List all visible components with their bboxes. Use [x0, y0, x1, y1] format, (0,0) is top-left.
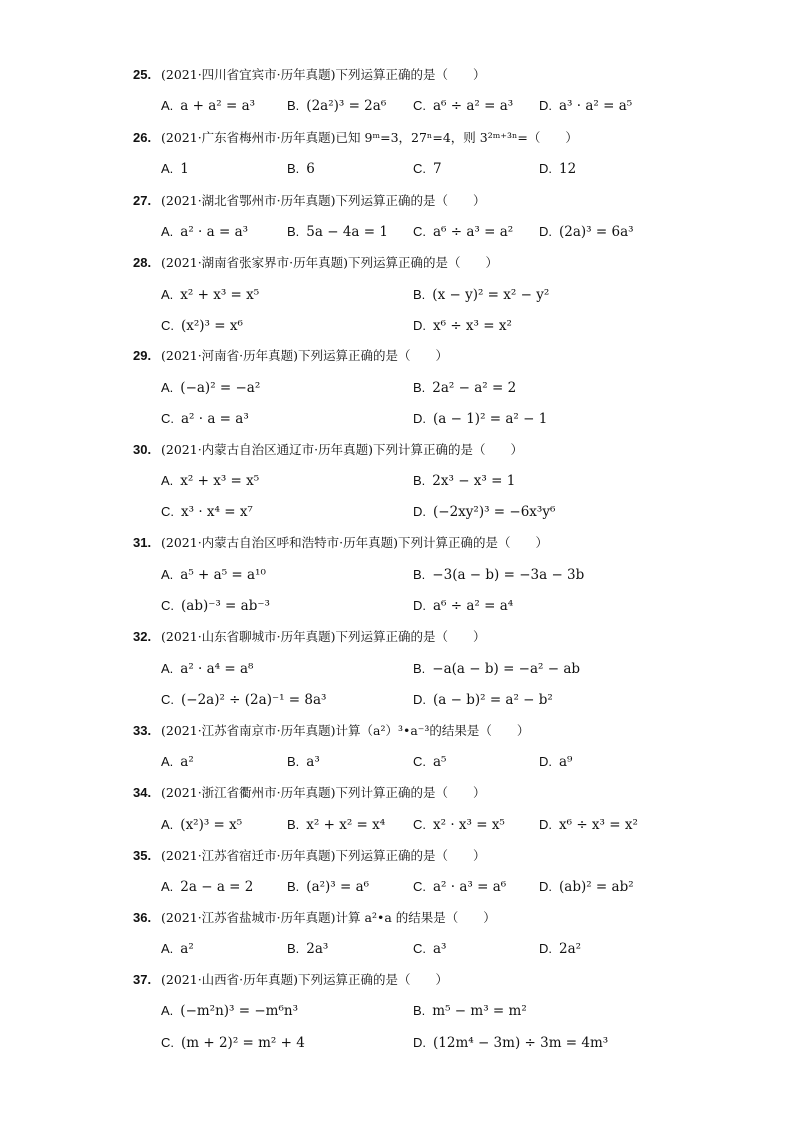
option-c: [413, 93, 513, 119]
question-35: [0, 843, 794, 869]
option-a: [161, 936, 194, 962]
question-stem: (2021·江苏省盐城市·历年真题)计算 a²•a 的结果是（ ）: [161, 910, 496, 925]
option-content: a⁵ + a⁵ = a¹⁰: [180, 567, 266, 583]
option-content: a² · a = a³: [180, 224, 249, 240]
question-number: 37.: [133, 972, 152, 987]
option-label: D.: [413, 1035, 426, 1050]
option-label: A.: [161, 661, 174, 676]
option-content: −3(a − b) = −3a − 3b: [432, 567, 585, 583]
option-c: [413, 156, 442, 182]
option-label: B.: [413, 287, 426, 302]
question-34: [0, 780, 794, 806]
option-content: a⁶ ÷ a² = a⁴: [433, 598, 514, 614]
option-b: [413, 468, 515, 494]
option-content: x² + x³ = x⁵: [180, 473, 260, 489]
question-number: 25.: [133, 67, 152, 82]
option-d: [413, 1030, 608, 1056]
option-content: (x − y)² = x² − y²: [432, 287, 550, 303]
option-content: 5a − 4a = 1: [306, 224, 388, 240]
option-content: a⁵: [433, 754, 447, 770]
option-content: 2a − a = 2: [180, 879, 254, 895]
option-label: A.: [161, 817, 174, 832]
question-stem: (2021·河南省·历年真题)下列运算正确的是（ ）: [161, 348, 449, 363]
option-label: D.: [413, 411, 426, 426]
option-label: B.: [287, 161, 300, 176]
option-c: [161, 313, 243, 339]
option-d: [413, 406, 547, 432]
option-a: [161, 375, 260, 401]
option-content: (a − 1)² = a² − 1: [433, 411, 548, 427]
question-32: [0, 624, 794, 650]
option-b: [413, 375, 516, 401]
option-c: [413, 749, 446, 775]
option-d: [539, 93, 632, 119]
option-label: A.: [161, 98, 174, 113]
question-29: [0, 343, 794, 369]
option-content: a + a² = a³: [180, 98, 256, 114]
option-label: B.: [413, 380, 426, 395]
option-label: D.: [539, 98, 552, 113]
option-label: A.: [161, 473, 174, 488]
option-b: [413, 562, 584, 588]
option-content: (12m⁴ − 3m) ÷ 3m = 4m³: [433, 1035, 609, 1051]
option-label: C.: [413, 98, 426, 113]
question-stem: (2021·内蒙古自治区通辽市·历年真题)下列计算正确的是（ ）: [161, 442, 524, 457]
option-content: x³ · x⁴ = x⁷: [181, 504, 253, 520]
option-label: A.: [161, 941, 174, 956]
option-content: a⁶ ÷ a³ = a²: [433, 224, 514, 240]
option-label: A.: [161, 879, 174, 894]
option-label: C.: [413, 879, 426, 894]
option-label: C.: [161, 1035, 174, 1050]
question-number: 26.: [133, 130, 152, 145]
option-a: [161, 282, 259, 308]
question-number: 27.: [133, 193, 152, 208]
option-content: a³ · a² = a⁵: [559, 98, 633, 114]
question-number: 36.: [133, 910, 152, 925]
option-content: −a(a − b) = −a² − ab: [432, 661, 581, 677]
option-d: [539, 156, 576, 182]
option-content: (ab)² = ab²: [559, 879, 634, 895]
option-c: [161, 1030, 305, 1056]
option-c: [413, 219, 513, 245]
question-number: 31.: [133, 535, 152, 550]
option-d: [539, 812, 638, 838]
option-label: A.: [161, 380, 174, 395]
option-d: [539, 749, 572, 775]
option-c: [161, 687, 326, 713]
option-b: [287, 749, 320, 775]
option-content: a³: [306, 754, 320, 770]
option-label: B.: [287, 941, 300, 956]
question-33: [0, 718, 794, 744]
option-label: C.: [413, 224, 426, 239]
option-label: A.: [161, 224, 174, 239]
question-36: [0, 905, 794, 931]
option-d: [413, 593, 513, 619]
question-28: [0, 250, 794, 276]
option-d: [539, 936, 581, 962]
option-b: [287, 936, 328, 962]
option-content: m⁵ − m³ = m²: [432, 1003, 527, 1019]
question-37: [0, 967, 794, 993]
option-label: C.: [413, 941, 426, 956]
option-content: a² · a = a³: [181, 411, 249, 427]
option-label: D.: [539, 817, 552, 832]
question-stem: (2021·广东省梅州市·历年真题)已知 9ᵐ=3，27ⁿ=4，则 3²ᵐ⁺³ⁿ=（ ）: [161, 130, 578, 145]
option-label: B.: [413, 661, 426, 676]
option-content: 2a²: [559, 941, 582, 957]
option-content: a²: [180, 941, 194, 957]
option-label: B.: [287, 98, 300, 113]
option-c: [413, 936, 446, 962]
option-content: (−2a)² ÷ (2a)⁻¹ = 8a³: [181, 692, 327, 708]
question-30: [0, 437, 794, 463]
option-b: [413, 282, 549, 308]
option-content: x⁶ ÷ x³ = x²: [433, 318, 512, 334]
option-content: 2a² − a² = 2: [432, 380, 517, 396]
option-content: a⁶ ÷ a² = a³: [433, 98, 514, 114]
option-content: 7: [433, 161, 442, 177]
option-b: [413, 998, 527, 1024]
question-number: 28.: [133, 255, 152, 270]
option-d: [539, 874, 634, 900]
question-stem: (2021·内蒙古自治区呼和浩特市·历年真题)下列计算正确的是（ ）: [161, 535, 549, 550]
option-d: [413, 313, 512, 339]
option-label: D.: [413, 692, 426, 707]
option-a: [161, 749, 194, 775]
option-content: (a²)³ = a⁶: [306, 879, 370, 895]
question-31: [0, 530, 794, 556]
question-stem: (2021·山东省聊城市·历年真题)下列运算正确的是（ ）: [161, 629, 486, 644]
option-label: D.: [539, 161, 552, 176]
question-number: 33.: [133, 723, 152, 738]
option-label: A.: [161, 161, 174, 176]
question-26: [0, 125, 794, 151]
option-label: A.: [161, 1003, 174, 1018]
option-label: D.: [539, 754, 552, 769]
option-a: [161, 156, 189, 182]
question-number: 30.: [133, 442, 152, 457]
option-label: D.: [413, 504, 426, 519]
option-content: a² · a⁴ = a⁸: [180, 661, 254, 677]
option-content: (2a²)³ = 2a⁶: [306, 98, 387, 114]
option-content: a² · a³ = a⁶: [433, 879, 507, 895]
option-a: [161, 562, 266, 588]
option-label: C.: [161, 411, 174, 426]
option-content: a⁹: [559, 754, 573, 770]
option-label: C.: [161, 598, 174, 613]
option-content: (2a)³ = 6a³: [559, 224, 634, 240]
option-label: B.: [413, 1003, 426, 1018]
option-a: [161, 219, 248, 245]
option-content: x² + x³ = x⁵: [180, 287, 260, 303]
option-label: B.: [287, 754, 300, 769]
option-b: [287, 156, 315, 182]
question-stem: (2021·江苏省南京市·历年真题)计算（a²）³•a⁻³的结果是（ ）: [161, 723, 530, 738]
option-content: x⁶ ÷ x³ = x²: [559, 817, 638, 833]
option-content: (ab)⁻³ = ab⁻³: [181, 598, 270, 614]
option-content: (−m²n)³ = −m⁶n³: [180, 1003, 298, 1019]
option-content: (m + 2)² = m² + 4: [181, 1035, 305, 1051]
option-content: 1: [180, 161, 189, 177]
option-content: 2a³: [306, 941, 329, 957]
option-c: [161, 593, 270, 619]
option-label: A.: [161, 567, 174, 582]
question-stem: (2021·四川省宜宾市·历年真题)下列运算正确的是（ ）: [161, 67, 486, 82]
question-number: 32.: [133, 629, 152, 644]
option-label: B.: [413, 473, 426, 488]
option-content: 12: [559, 161, 577, 177]
option-c: [413, 812, 505, 838]
option-content: a³: [433, 941, 447, 957]
option-a: [161, 468, 259, 494]
option-label: D.: [413, 318, 426, 333]
option-d: [539, 219, 634, 245]
option-a: [161, 93, 255, 119]
question-25: [0, 62, 794, 88]
option-a: [161, 812, 242, 838]
option-d: [413, 687, 553, 713]
question-stem: (2021·江苏省宿迁市·历年真题)下列运算正确的是（ ）: [161, 848, 486, 863]
question-number: 34.: [133, 785, 152, 800]
option-a: [161, 656, 253, 682]
option-b: [413, 656, 580, 682]
option-content: 2x³ − x³ = 1: [432, 473, 516, 489]
option-label: B.: [287, 224, 300, 239]
question-stem: (2021·浙江省衢州市·历年真题)下列计算正确的是（ ）: [161, 785, 486, 800]
option-content: 6: [306, 161, 315, 177]
question-27: [0, 188, 794, 214]
option-b: [287, 219, 388, 245]
option-label: C.: [413, 817, 426, 832]
option-label: C.: [161, 692, 174, 707]
option-b: [287, 93, 386, 119]
option-b: [287, 874, 369, 900]
option-label: C.: [413, 754, 426, 769]
option-label: C.: [161, 318, 174, 333]
option-content: (a − b)² = a² − b²: [433, 692, 553, 708]
option-d: [413, 499, 555, 525]
question-number: 35.: [133, 848, 152, 863]
option-label: B.: [287, 879, 300, 894]
option-label: C.: [413, 161, 426, 176]
option-content: x² + x² = x⁴: [306, 817, 386, 833]
option-a: [161, 874, 253, 900]
option-content: (−a)² = −a²: [180, 380, 261, 396]
question-stem: (2021·山西省·历年真题)下列运算正确的是（ ）: [161, 972, 449, 987]
option-label: B.: [287, 817, 300, 832]
question-stem: (2021·湖北省鄂州市·历年真题)下列运算正确的是（ ）: [161, 193, 486, 208]
option-label: A.: [161, 754, 174, 769]
option-c: [413, 874, 506, 900]
option-c: [161, 499, 253, 525]
option-content: x² · x³ = x⁵: [433, 817, 505, 833]
option-content: (−2xy²)³ = −6x³y⁶: [433, 504, 556, 520]
option-content: (x²)³ = x⁶: [181, 318, 243, 334]
option-label: D.: [539, 224, 552, 239]
option-label: C.: [161, 504, 174, 519]
option-label: D.: [539, 879, 552, 894]
option-label: A.: [161, 287, 174, 302]
question-stem: (2021·湖南省张家界市·历年真题)下列运算正确的是（ ）: [161, 255, 499, 270]
question-number: 29.: [133, 348, 152, 363]
option-b: [287, 812, 385, 838]
option-content: (x²)³ = x⁵: [180, 817, 243, 833]
option-label: D.: [413, 598, 426, 613]
option-a: [161, 998, 298, 1024]
option-label: B.: [413, 567, 426, 582]
option-label: D.: [539, 941, 552, 956]
option-content: a²: [180, 754, 194, 770]
option-c: [161, 406, 249, 432]
